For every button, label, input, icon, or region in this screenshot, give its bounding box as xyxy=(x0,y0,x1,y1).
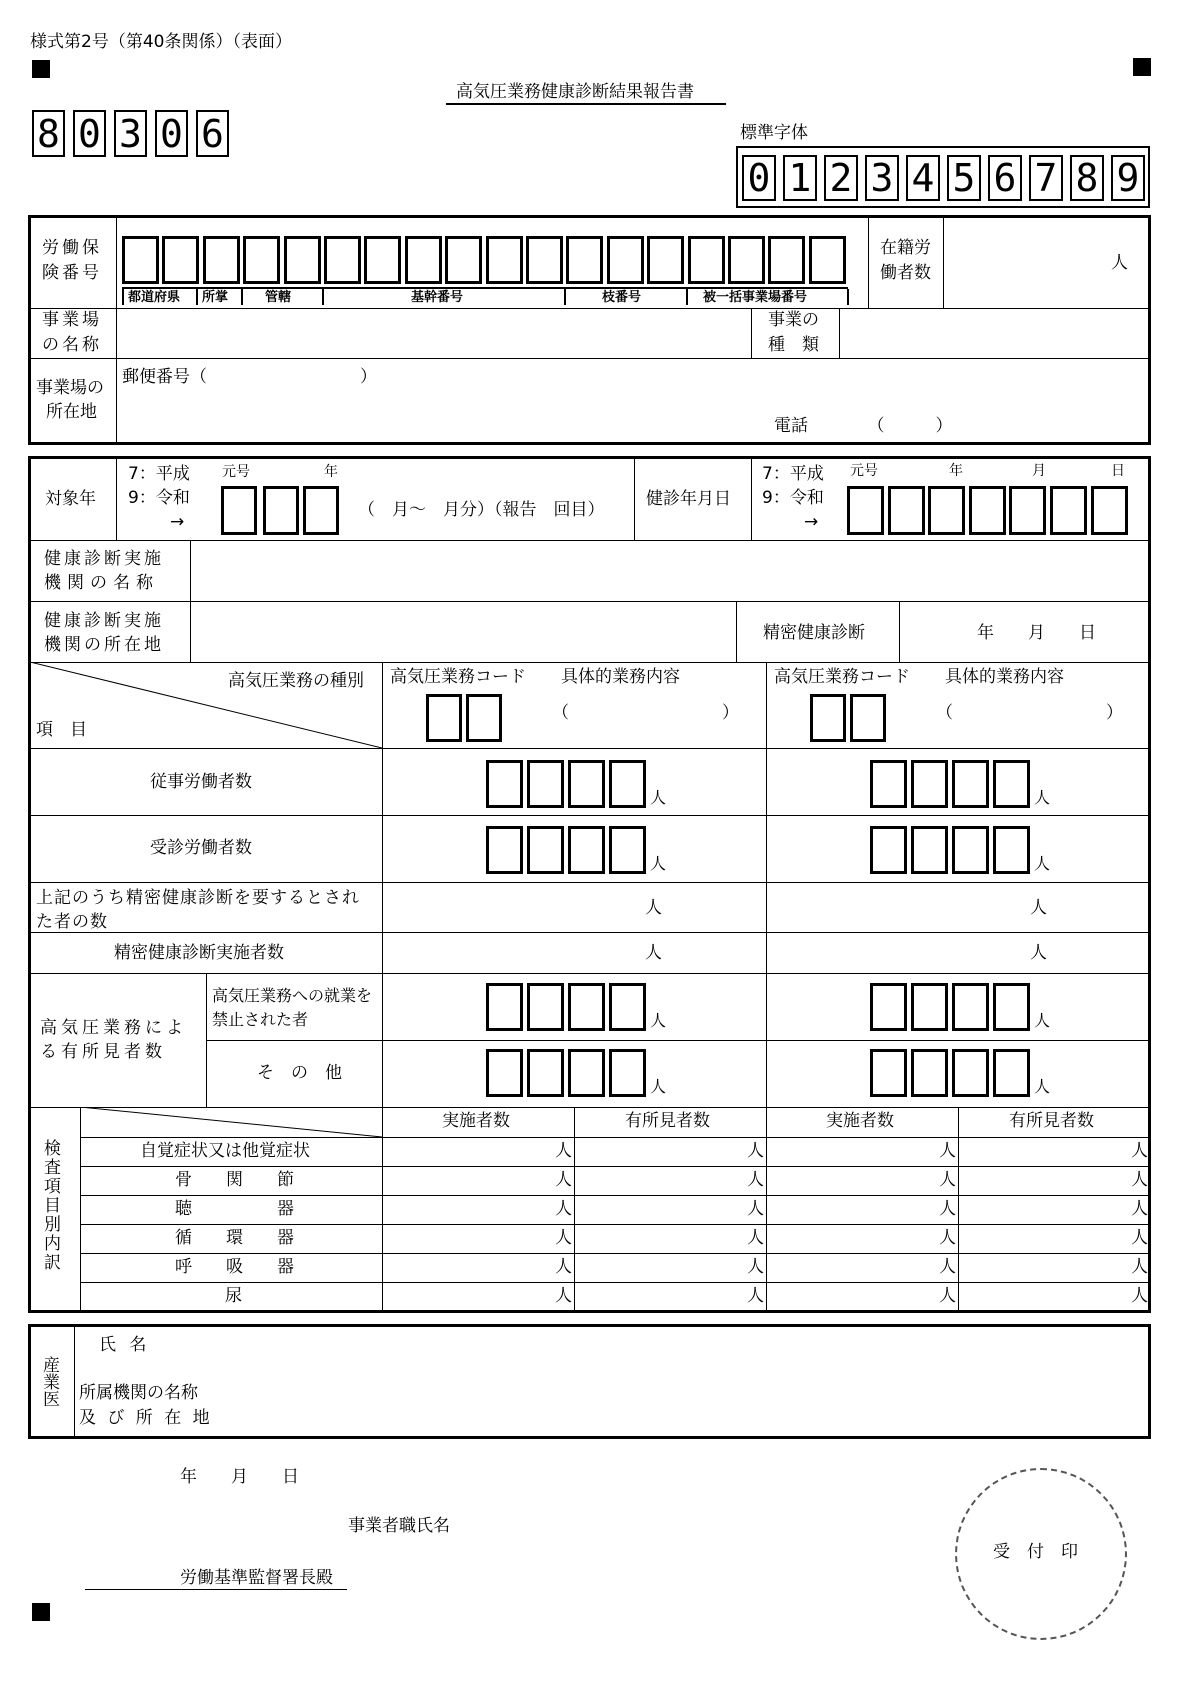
doctor-label: 産業医 xyxy=(39,1356,59,1407)
other-label: そ の 他 xyxy=(257,1063,342,1083)
divider xyxy=(868,216,869,308)
count-digit-box[interactable] xyxy=(609,760,646,808)
institution-name-label: 機関の名称 xyxy=(44,573,159,593)
count-digit-box[interactable] xyxy=(609,826,646,874)
person-unit: 人 xyxy=(747,1199,764,1219)
divider xyxy=(943,216,944,308)
divider xyxy=(30,358,1150,359)
divider xyxy=(30,882,1150,883)
divider xyxy=(736,601,737,662)
work-code-box[interactable] xyxy=(426,694,462,742)
count-digit-box[interactable] xyxy=(952,826,989,874)
divider xyxy=(751,308,752,358)
address-label: 所在地 xyxy=(46,402,97,422)
divider xyxy=(899,601,900,662)
count-digit-box[interactable] xyxy=(609,1049,646,1097)
work-type-label: 高気圧業務の種別 xyxy=(228,671,364,691)
institution-addr-label: 健康診断実施 xyxy=(44,611,164,631)
enrolled-label: 働者数 xyxy=(880,263,931,283)
count-digit-box[interactable] xyxy=(993,983,1030,1031)
person-unit: 人 xyxy=(1131,1170,1148,1190)
person-unit: 人 xyxy=(1034,1077,1051,1096)
era-label: 9：令和 xyxy=(128,488,190,508)
addressee-label: 労働基準監督署長殿 xyxy=(180,1568,333,1588)
divider xyxy=(80,1195,1150,1196)
diagonal-line xyxy=(80,1107,382,1137)
exam-date-box[interactable] xyxy=(1050,486,1087,535)
insurance-digit-box[interactable] xyxy=(284,236,321,284)
address-label: 事業場の xyxy=(36,378,104,398)
count-digit-box[interactable] xyxy=(870,760,907,808)
divider xyxy=(74,1325,75,1438)
divider xyxy=(382,662,383,1310)
form-code-digit: 6 xyxy=(196,110,229,157)
standard-digit: 3 xyxy=(865,155,899,201)
count-digit-box[interactable] xyxy=(527,826,564,874)
count-digit-box[interactable] xyxy=(993,826,1030,874)
count-digit-box[interactable] xyxy=(993,1049,1030,1097)
person-unit: 人 xyxy=(747,1228,764,1248)
person-unit: 人 xyxy=(1034,1011,1051,1030)
era-label: 7：平成 xyxy=(762,464,824,484)
target-year-label: 対象年 xyxy=(45,489,96,509)
sub-label: 管轄 xyxy=(265,290,292,305)
person-unit: 人 xyxy=(1131,1141,1148,1161)
corner-marker-bottom-left xyxy=(32,1603,50,1621)
count-digit-box[interactable] xyxy=(486,1049,523,1097)
form-code-digit: 0 xyxy=(155,110,188,157)
divider xyxy=(206,973,207,1107)
person-unit: 人 xyxy=(1111,253,1128,273)
findings-label: 高気圧業務による有所見者数 xyxy=(40,1018,187,1062)
standard-digit: 5 xyxy=(947,155,981,201)
workplace-name-label: 事業場 xyxy=(42,310,102,330)
year-label: 年 xyxy=(949,463,963,479)
count-digit-box[interactable] xyxy=(911,826,948,874)
divider xyxy=(634,457,635,540)
person-unit: 人 xyxy=(939,1257,956,1277)
insurance-digit-box[interactable] xyxy=(809,236,846,284)
sub-label: 被一括事業場番号 xyxy=(703,290,808,305)
insurance-digit-box[interactable] xyxy=(688,236,725,284)
count-digit-box[interactable] xyxy=(486,760,523,808)
person-unit: 人 xyxy=(939,1141,956,1161)
count-digit-box[interactable] xyxy=(568,826,605,874)
standard-digit: 0 xyxy=(742,155,776,201)
postal-code-field[interactable]: 郵便番号（ ） xyxy=(122,367,377,387)
exam-date-box[interactable] xyxy=(969,486,1006,535)
institution-addr-label: 機関の所在地 xyxy=(44,635,164,655)
person-unit: 人 xyxy=(555,1141,572,1161)
divider xyxy=(80,1253,1150,1254)
insurance-digit-box[interactable] xyxy=(364,236,401,284)
exam-date-box[interactable] xyxy=(1091,486,1128,535)
count-digit-box[interactable] xyxy=(527,760,564,808)
insurance-label: 険番号 xyxy=(42,263,102,283)
form-title: 高気圧業務健康診断結果報告書 xyxy=(456,82,694,102)
count-digit-box[interactable] xyxy=(568,983,605,1031)
breakdown-label: 検査項目別内訳 xyxy=(44,1139,61,1273)
era-box[interactable] xyxy=(221,486,257,535)
corner-marker-top-right xyxy=(1133,58,1151,76)
insurance-digit-box[interactable] xyxy=(486,236,523,284)
divider xyxy=(80,1224,1150,1225)
year-box[interactable] xyxy=(303,486,339,535)
divider xyxy=(190,540,191,662)
person-unit: 人 xyxy=(747,1286,764,1306)
divider xyxy=(766,662,767,1310)
findings-header: 有所見者数 xyxy=(625,1111,710,1131)
person-unit: 人 xyxy=(1034,854,1051,873)
employer-label: 事業者職氏名 xyxy=(348,1516,450,1536)
sub-sep xyxy=(196,289,198,305)
divider xyxy=(751,457,752,540)
insurance-digit-box[interactable] xyxy=(445,236,482,284)
work-code-box[interactable] xyxy=(466,694,502,742)
count-digit-box[interactable] xyxy=(952,1049,989,1097)
work-code-box[interactable] xyxy=(810,694,846,742)
count-digit-box[interactable] xyxy=(911,760,948,808)
person-unit: 人 xyxy=(650,1011,667,1030)
person-unit: 人 xyxy=(1131,1199,1148,1219)
count-digit-box[interactable] xyxy=(568,1049,605,1097)
person-unit: 人 xyxy=(1131,1257,1148,1277)
implemented-header: 実施者数 xyxy=(442,1111,510,1131)
gannen-label: 元号 xyxy=(222,464,250,480)
breakdown-row-label: 尿 xyxy=(225,1286,242,1306)
person-unit: 人 xyxy=(747,1141,764,1161)
work-code-label: 高気圧業務コード xyxy=(774,667,910,687)
count-digit-box[interactable] xyxy=(952,760,989,808)
detailed-exam-label: 精密健康診断 xyxy=(763,623,865,643)
divider xyxy=(206,1040,1150,1041)
person-unit: 人 xyxy=(747,1257,764,1277)
enrolled-label: 在籍労 xyxy=(880,238,931,258)
findings-header: 有所見者数 xyxy=(1009,1111,1094,1131)
form-code-digit: 3 xyxy=(114,110,147,157)
year-box[interactable] xyxy=(263,486,299,535)
count-digit-box[interactable] xyxy=(609,983,646,1031)
divider xyxy=(30,308,1150,309)
need-detail-label: 上記のうち精密健康診断を要するとされた者の数 xyxy=(36,888,360,932)
doctor-name-label: 氏 名 xyxy=(99,1335,151,1355)
sub-label: 基幹番号 xyxy=(411,290,464,305)
era-label: 9：令和 xyxy=(762,488,824,508)
sub-sep xyxy=(686,289,688,305)
insurance-digit-box[interactable] xyxy=(243,236,280,284)
divider xyxy=(80,1137,1150,1138)
count-digit-box[interactable] xyxy=(870,1049,907,1097)
divider xyxy=(80,1166,1150,1167)
divider xyxy=(116,457,117,540)
gannen-label: 元号 xyxy=(850,463,878,479)
sub-sep xyxy=(241,289,243,305)
count-digit-box[interactable] xyxy=(952,983,989,1031)
detailed-exam-date[interactable]: 年 月 日 xyxy=(977,623,1096,643)
breakdown-row-label: 自覚症状又は他覚症状 xyxy=(140,1141,310,1161)
standard-digit: 4 xyxy=(906,155,940,201)
person-unit: 人 xyxy=(939,1199,956,1219)
standard-digit: 7 xyxy=(1029,155,1063,201)
detail-done-label: 精密健康診断実施者数 xyxy=(114,943,284,963)
count-digit-box[interactable] xyxy=(486,826,523,874)
work-code-label: 高気圧業務コード xyxy=(390,667,526,687)
work-code-box[interactable] xyxy=(850,694,886,742)
divider xyxy=(30,973,1150,974)
insurance-digit-box[interactable] xyxy=(526,236,563,284)
breakdown-row-label: 聴 器 xyxy=(175,1199,294,1219)
exam-date-box[interactable] xyxy=(888,486,925,535)
divider xyxy=(80,1282,1150,1283)
insurance-digit-box[interactable] xyxy=(728,236,765,284)
exam-date-label: 健診年月日 xyxy=(646,489,731,509)
insurance-label: 労働保 xyxy=(42,238,102,258)
sub-sep xyxy=(122,289,124,305)
phone-field[interactable]: 電話 （ ） xyxy=(774,416,953,436)
person-unit: 人 xyxy=(1131,1228,1148,1248)
implemented-header: 実施者数 xyxy=(826,1111,894,1131)
sub-label: 都道府県 xyxy=(128,290,181,305)
insurance-digit-box[interactable] xyxy=(647,236,684,284)
insurance-digit-box[interactable] xyxy=(566,236,603,284)
person-unit: 人 xyxy=(650,788,667,807)
person-unit: 人 xyxy=(555,1286,572,1306)
person-unit: 人 xyxy=(650,1077,667,1096)
count-digit-box[interactable] xyxy=(527,983,564,1031)
month-label: 月 xyxy=(1032,463,1046,479)
exam-date-box[interactable] xyxy=(847,486,884,535)
report-date[interactable]: 年 月 日 xyxy=(180,1467,299,1487)
era-label: 7：平成 xyxy=(128,464,190,484)
standard-digit: 2 xyxy=(824,155,858,201)
person-unit: 人 xyxy=(555,1170,572,1190)
standard-digit: 8 xyxy=(1070,155,1104,201)
insurance-underline xyxy=(122,287,848,289)
person-unit: 人 xyxy=(645,898,662,918)
addressee-line xyxy=(85,1589,347,1590)
period-field[interactable]: （ 月～ 月分）（報告 回目） xyxy=(358,500,605,520)
count-digit-box[interactable] xyxy=(870,983,907,1031)
standard-digit: 9 xyxy=(1111,155,1145,201)
sub-label: 所掌 xyxy=(202,290,229,305)
person-unit: 人 xyxy=(1030,898,1047,918)
divider xyxy=(839,308,840,358)
form-code-digit: 0 xyxy=(73,110,106,157)
standard-font-label: 標準字体 xyxy=(740,123,808,143)
count-digit-box[interactable] xyxy=(527,1049,564,1097)
person-unit: 人 xyxy=(939,1170,956,1190)
standard-digit: 6 xyxy=(988,155,1022,201)
corner-marker-top-left xyxy=(32,60,50,78)
sub-sep xyxy=(847,289,849,305)
person-unit: 人 xyxy=(939,1286,956,1306)
sub-sep xyxy=(564,289,566,305)
work-content-field[interactable]: （ ） xyxy=(936,703,1123,723)
institution-name-label: 健康診断実施 xyxy=(44,549,164,569)
person-unit: 人 xyxy=(645,943,662,963)
person-unit: 人 xyxy=(555,1228,572,1248)
insurance-digit-box[interactable] xyxy=(405,236,442,284)
person-unit: 人 xyxy=(1030,943,1047,963)
form-code-digit: 8 xyxy=(32,110,65,157)
day-label: 日 xyxy=(1111,463,1125,479)
arrow-label: → xyxy=(170,512,185,532)
receipt-stamp-label: 受 付 印 xyxy=(993,1542,1078,1562)
work-content-label: 具体的業務内容 xyxy=(945,667,1064,687)
year-label: 年 xyxy=(324,464,338,480)
divider xyxy=(30,601,1150,602)
form-label: 様式第2号（第40条関係）（表面） xyxy=(30,32,292,52)
engaged-label: 従事労働者数 xyxy=(150,772,252,792)
divider xyxy=(116,216,117,444)
person-unit: 人 xyxy=(1034,788,1051,807)
divider xyxy=(30,748,1150,749)
count-digit-box[interactable] xyxy=(993,760,1030,808)
person-unit: 人 xyxy=(747,1170,764,1190)
exam-date-box[interactable] xyxy=(1009,486,1046,535)
insurance-digit-box[interactable] xyxy=(768,236,805,284)
affiliation-label: 及 び 所 在 地 xyxy=(79,1408,213,1428)
insurance-digit-box[interactable] xyxy=(607,236,644,284)
insurance-digit-box[interactable] xyxy=(203,236,240,284)
standard-digit: 1 xyxy=(783,155,817,201)
work-content-label: 具体的業務内容 xyxy=(561,667,680,687)
business-type-label: 種 類 xyxy=(768,335,819,355)
count-digit-box[interactable] xyxy=(568,760,605,808)
person-unit: 人 xyxy=(1131,1286,1148,1306)
breakdown-row-label: 呼 吸 器 xyxy=(175,1257,294,1277)
person-unit: 人 xyxy=(939,1228,956,1248)
breakdown-row-label: 循 環 器 xyxy=(175,1228,294,1248)
insurance-digit-box[interactable] xyxy=(324,236,361,284)
workplace-name-label: の名称 xyxy=(42,335,102,355)
sub-sep xyxy=(322,289,324,305)
person-unit: 人 xyxy=(555,1257,572,1277)
business-type-label: 事業の xyxy=(768,310,819,330)
count-digit-box[interactable] xyxy=(870,826,907,874)
count-digit-box[interactable] xyxy=(486,983,523,1031)
examined-label: 受診労働者数 xyxy=(150,838,252,858)
title-underline xyxy=(446,103,726,105)
exam-date-box[interactable] xyxy=(928,486,965,535)
insurance-digit-box[interactable] xyxy=(122,236,159,284)
breakdown-row-label: 骨 関 節 xyxy=(175,1170,294,1190)
person-unit: 人 xyxy=(555,1199,572,1219)
prohibited-label: 高気圧業務への就業を禁止された者 xyxy=(212,986,373,1029)
count-digit-box[interactable] xyxy=(911,983,948,1031)
divider xyxy=(30,540,1150,541)
arrow-label: → xyxy=(804,512,819,532)
item-label: 項 目 xyxy=(36,720,87,740)
affiliation-label: 所属機関の名称 xyxy=(79,1383,198,1403)
divider xyxy=(30,815,1150,816)
sub-label: 枝番号 xyxy=(602,290,642,305)
person-unit: 人 xyxy=(650,854,667,873)
insurance-digit-box[interactable] xyxy=(162,236,199,284)
work-content-field[interactable]: （ ） xyxy=(552,703,739,723)
count-digit-box[interactable] xyxy=(911,1049,948,1097)
